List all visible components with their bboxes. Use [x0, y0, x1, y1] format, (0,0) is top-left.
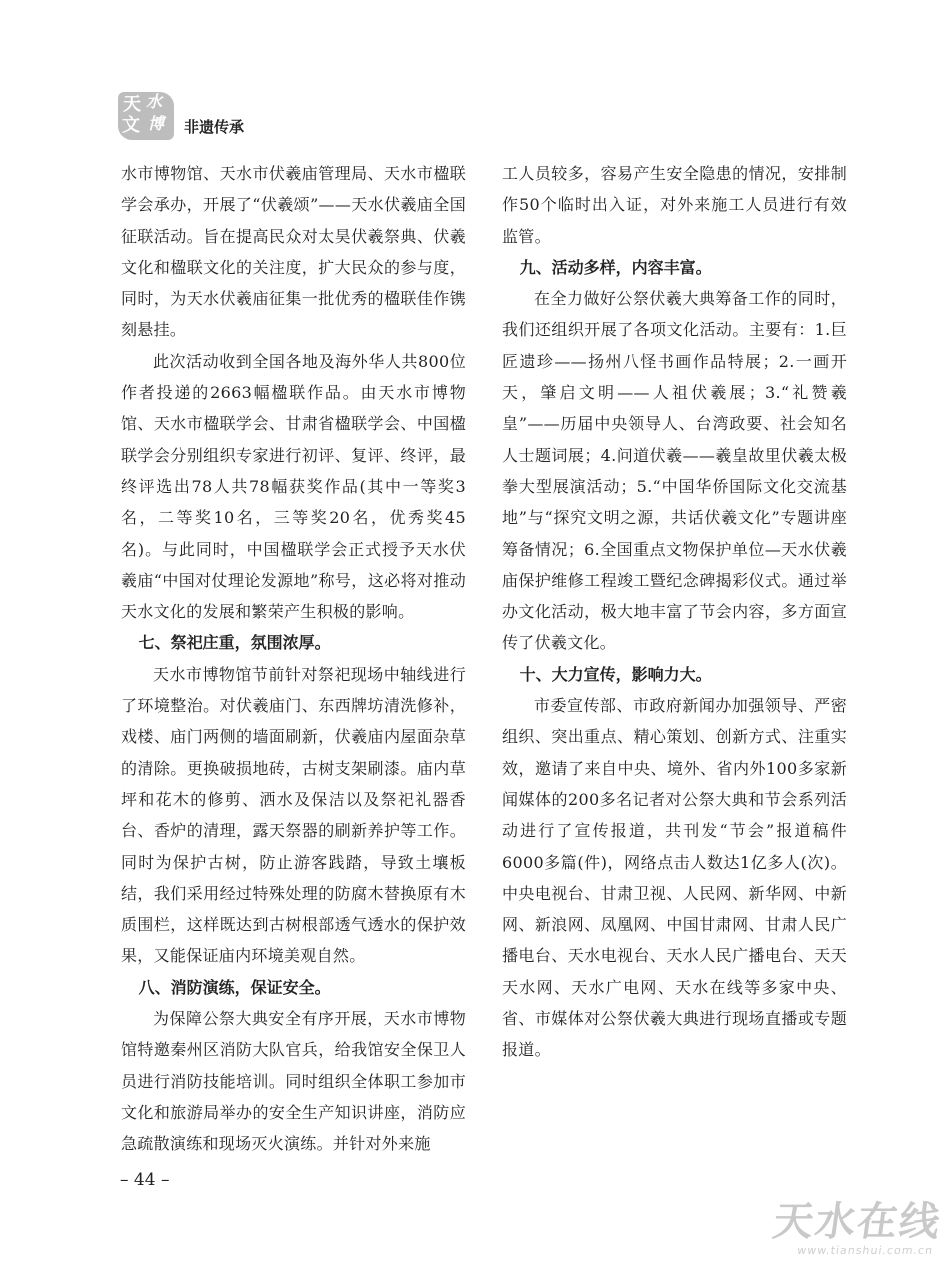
magazine-logo	[118, 92, 174, 140]
section-heading: 九、活动多样，内容丰富。	[519, 257, 712, 277]
watermark-text: 天水在线	[770, 1199, 945, 1245]
logo-char: 天	[123, 94, 141, 115]
paragraph: 此次活动收到全国各地及海外华人共800位作者投递的2663幅楹联作品。由天水市博物馆、天水市楹联学会、甘肃省楹联学会、中国楹联学会分别组织专家进行初评、复评、终评，最终评选出78人共78幅获奖作品(其中一等奖3名，二等奖10名，三等奖20名，优秀奖45名)。与此同时，中国楹联学会正式授予天水伏羲庙“中国对仗理论发源地”称号，这必将对推动天水文化的发展和繁荣产生积极的影响。	[121, 351, 466, 622]
watermark-url: www.tianshui.com.cn	[796, 1244, 934, 1257]
logo-char: 文	[122, 115, 140, 136]
paragraph: 在全力做好公祭伏羲大典筹备工作的同时，我们还组织开展了各项文化活动。主要有：1.巨匠遗珍——扬州八怪书画作品特展；2.一画开天，肇启文明——人祖伏羲展；3.“礼赞羲皇”——历届中央领导人、台湾政要、社会知名人士题词展；4.问道伏羲——羲皇故里伏羲太极拳大型展演活动；5.“中国华侨国际文化交流基地”与“探究文明之源，共话伏羲文化”专题讲座筹备情况；6.全国重点文物保护单位—天水伏羲庙保护维修工程竣工暨纪念碑揭彩仪式。通过举办文化活动，极大地丰富了节会内容，多方面宣传了伏羲文化。	[502, 289, 847, 653]
left-column	[121, 158, 466, 1160]
page-number: – 44 –	[120, 1170, 170, 1190]
section-heading: 十、大力宣传，影响力大。	[519, 664, 712, 684]
paragraph: 天水市博物馆节前针对祭祀现场中轴线进行了环境整治。对伏羲庙门、东西牌坊清洗修补，戏楼、庙门两侧的墙面刷新，伏羲庙内屋面杂草的清除。更换破损地砖，古树支架刷漆。庙内草坪和花木的修剪、洒水及保洁以及祭祀礼器香台、香炉的清理，露天祭器的刷新养护等工作。同时为保护古树，防止游客践踏，导致土壤板结，我们采用经过特殊处理的防腐木替换原有木质围栏，这样既达到古树根部透气透水的保护效果，又能保证庙内环境美观自然。	[121, 664, 466, 966]
paragraph: 为保障公祭大典安全有序开展，天水市博物馆特邀秦州区消防大队官兵，给我馆安全保卫人员进行消防技能培训。同时组织全体职工参加市文化和旅游局举办的安全生产知识讲座，消防应急疏散演练和现场灭火演练。并针对外来施	[121, 1009, 466, 1154]
section-heading: 七、祭祀庄重，氛围浓厚。	[138, 633, 331, 653]
logo-char: 水	[146, 92, 163, 111]
section-heading: 八、消防演练，保证安全。	[138, 977, 331, 997]
paragraph: 工人员较多，容易产生安全隐患的情况，安排制作50个临时出入证，对外来施工人员进行有效监管。	[502, 164, 847, 246]
watermark-logo	[768, 1200, 947, 1262]
paragraph: 市委宣传部、市政府新闻办加强领导、严密组织、突出重点、精心策划、创新方式、注重实效，邀请了来自中央、境外、省内外100多家新闻媒体的200多名记者对公祭大典和节会系列活动进行了宣传报道，共刊发“节会”报道稿件6000多篇(件)，网络点击人数达1亿多人(次)。中央电视台、甘肃卫视、人民网、新华网、中新网、新浪网、凤凰网、中国甘肃网、甘肃人民广播电台、天水电视台、天水人民广播电台、天天天水网、天水广电网、天水在线等多家中央、省、市媒体对公祭伏羲大典进行现场直播或专题报道。	[502, 696, 847, 1060]
logo-char: 博	[148, 114, 165, 133]
paragraph: 水市博物馆、天水市伏羲庙管理局、天水市楹联学会承办，开展了“伏羲颂”——天水伏羲庙全国征联活动。旨在提高民众对太昊伏羲祭典、伏羲文化和楹联文化的关注度，扩大民众的参与度，同时，为天水伏羲庙征集一批优秀的楹联佳作镌刻悬挂。	[121, 164, 466, 340]
section-title: 非遗传承	[184, 118, 245, 136]
right-column	[502, 158, 847, 1066]
